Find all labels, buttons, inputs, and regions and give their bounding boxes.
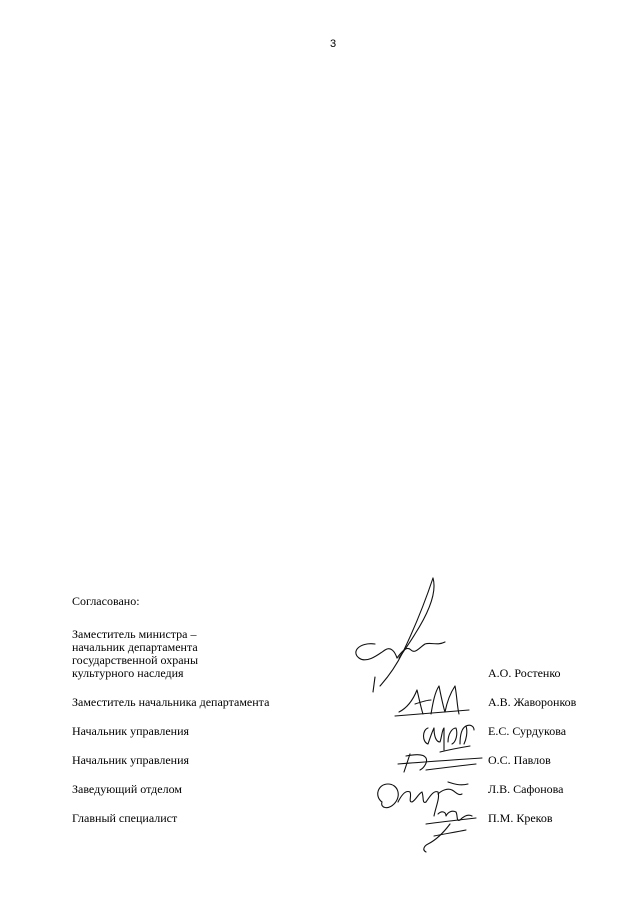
approval-heading: Согласовано: — [72, 594, 140, 608]
position-title-line: начальник департамента — [72, 640, 198, 654]
approval-row — [72, 695, 592, 709]
position-title — [72, 628, 332, 680]
signatory-name: А.О. Ростенко — [488, 666, 561, 680]
position-title-line: государственной охраны — [72, 653, 199, 667]
position-title-line: Заместитель министра – — [72, 627, 197, 641]
signature-krekov — [414, 800, 494, 855]
approval-row — [72, 724, 592, 738]
position-title: Заведующий отделом — [72, 782, 182, 796]
signatory-name: Е.С. Сурдукова — [488, 724, 567, 738]
position-title: Начальник управления — [72, 753, 190, 767]
signatory-name: Л.В. Сафонова — [488, 782, 564, 796]
signatory-name: О.С. Павлов — [488, 753, 551, 767]
position-title: Начальник управления — [72, 724, 190, 738]
approval-row — [72, 782, 592, 796]
approval-row — [72, 811, 592, 825]
signatory-name: А.В. Жаворонков — [488, 695, 577, 709]
approval-row — [72, 753, 592, 767]
approval-row — [72, 620, 592, 680]
position-title: Заместитель начальника департамента — [72, 695, 270, 709]
position-title-line: культурного наследия — [72, 666, 184, 680]
page-number: 3 — [329, 38, 337, 50]
signatory-name: П.М. Креков — [488, 811, 553, 825]
position-title: Главный специалист — [72, 811, 178, 825]
